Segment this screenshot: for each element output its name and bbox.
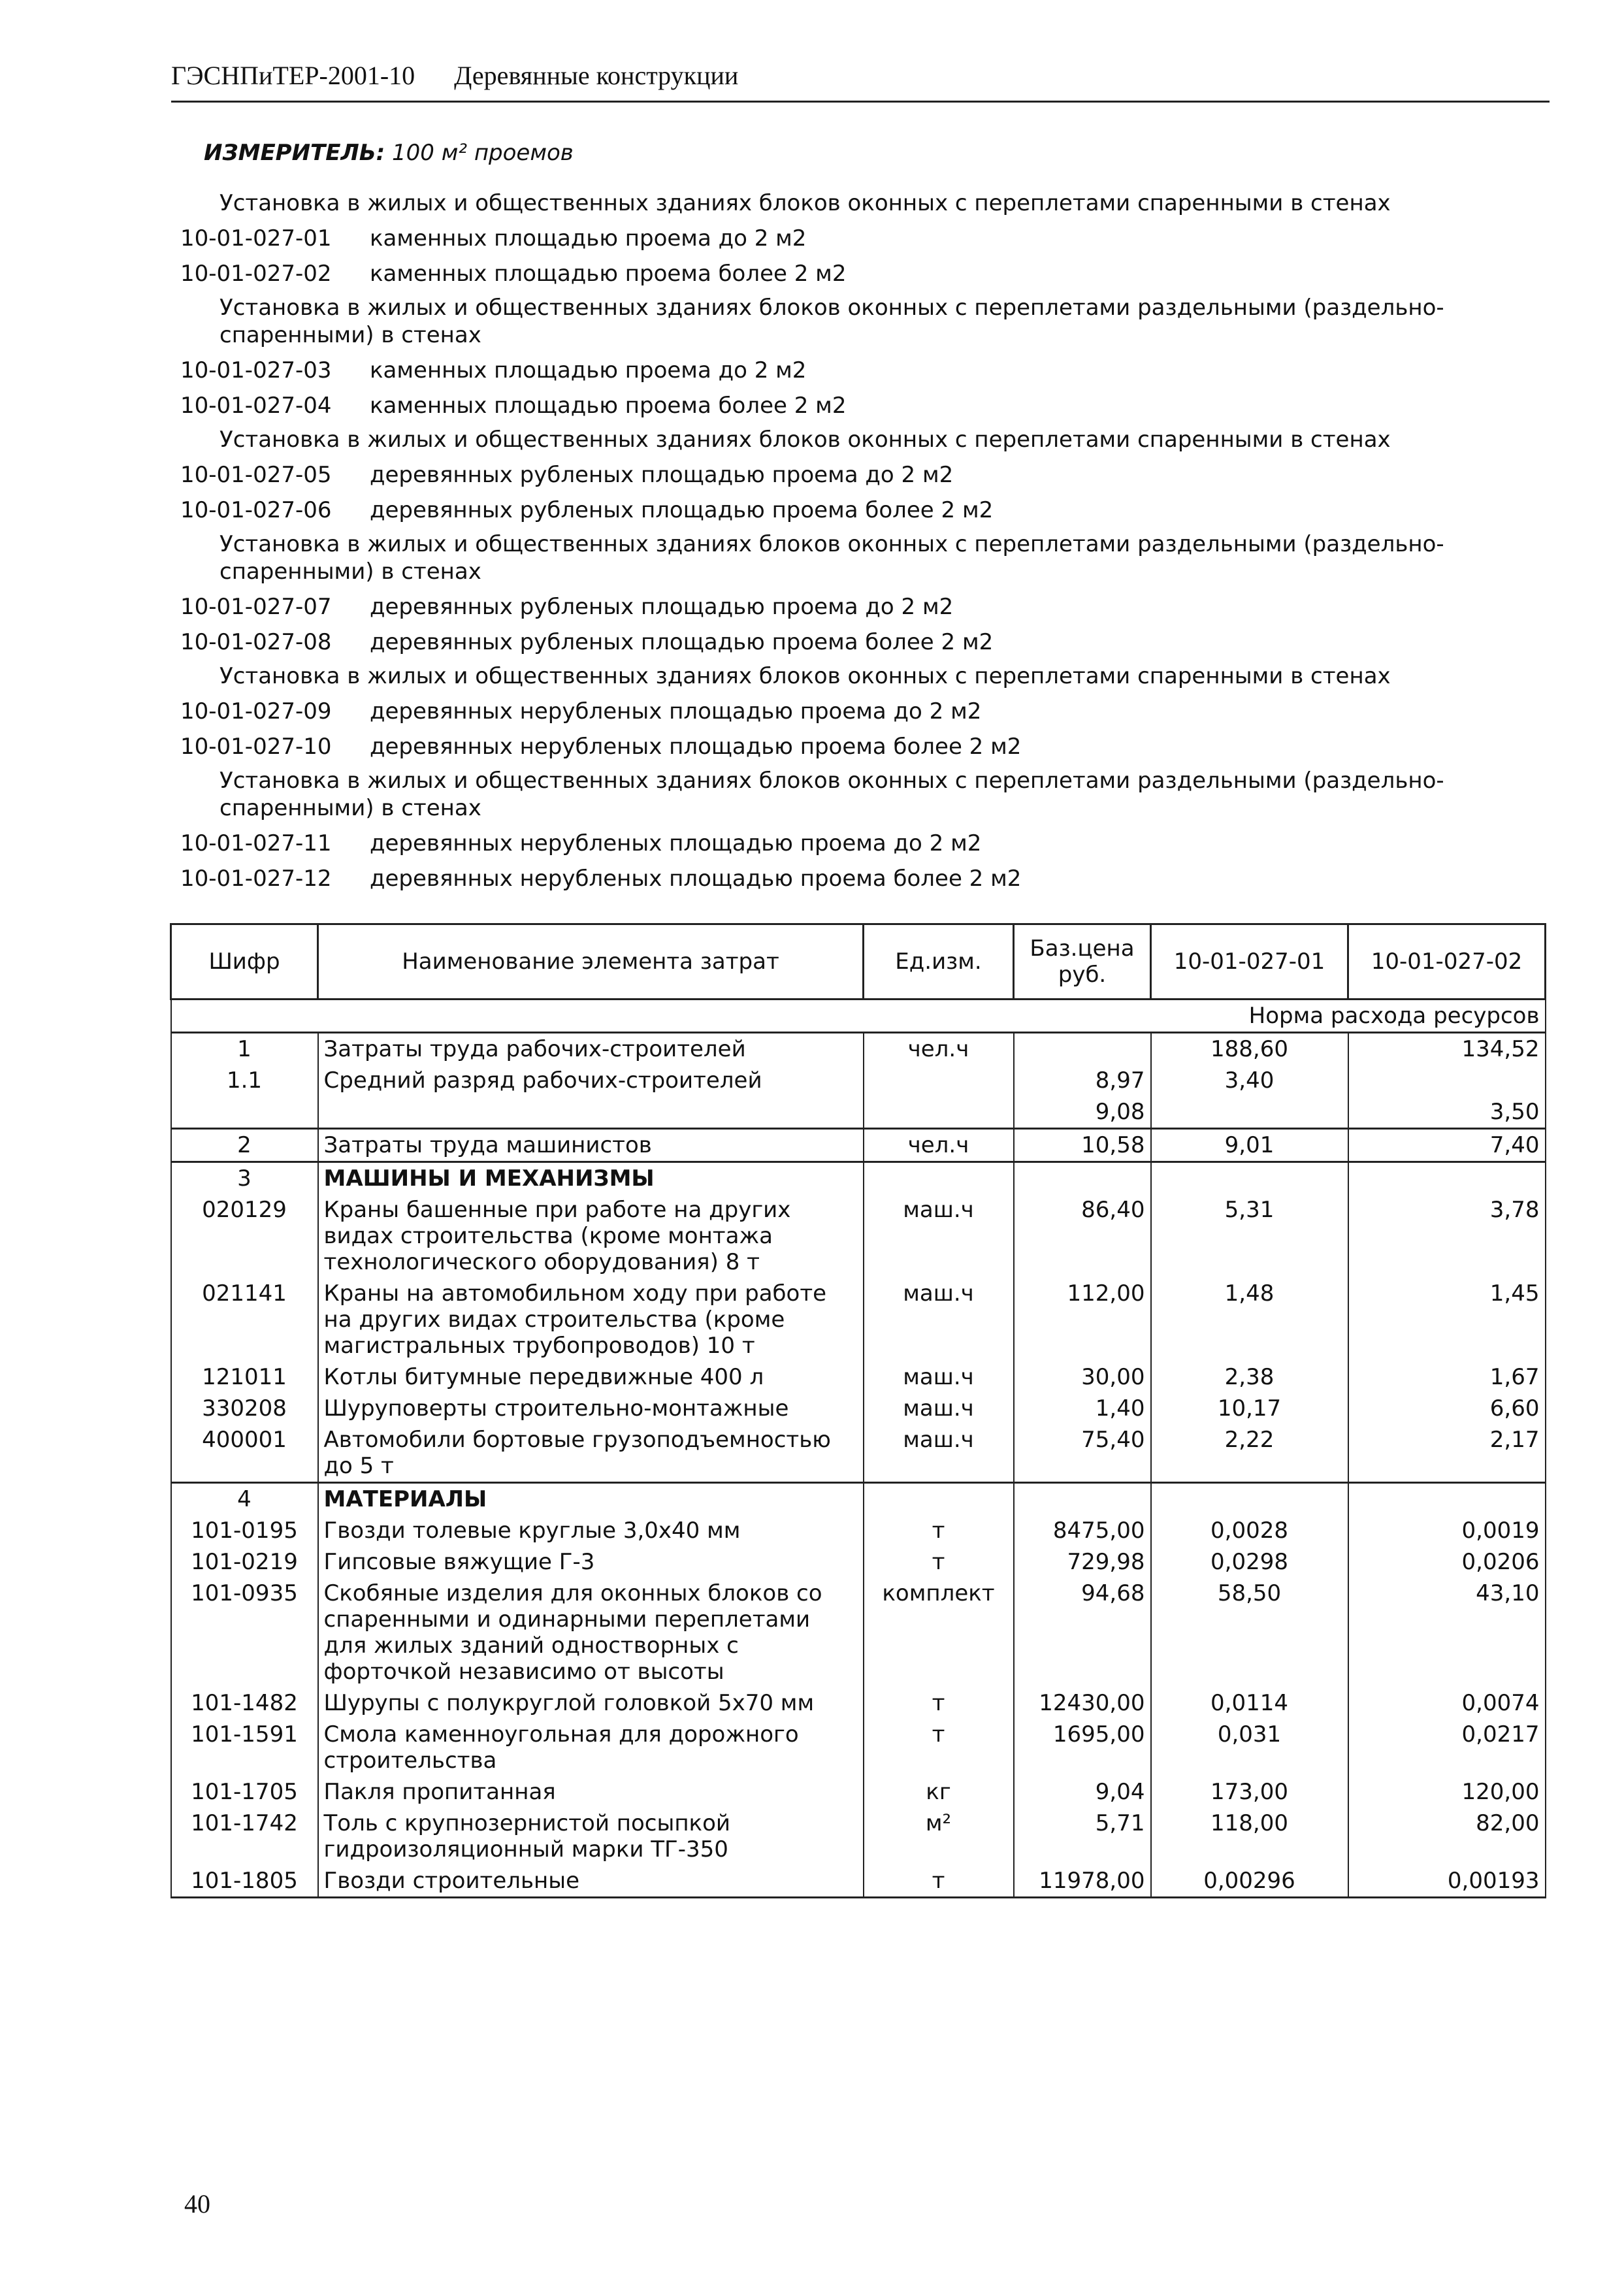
item-text: деревянных рубленых площадью проема до 2 м2 xyxy=(370,594,954,620)
cell-norm1: 0,031 xyxy=(1151,1719,1348,1776)
table-row xyxy=(171,1483,1546,1516)
cell-price xyxy=(1014,1162,1151,1195)
cell-norm1: 2,22 xyxy=(1151,1424,1348,1483)
cell-norm2: 134,52 xyxy=(1348,1033,1546,1065)
cell-cipher: 021141 xyxy=(171,1278,318,1361)
cell-name: Котлы битумные передвижные 400 л xyxy=(318,1361,864,1393)
cell-norm2: 7,40 xyxy=(1348,1129,1546,1162)
cell-norm2: 2,17 xyxy=(1348,1424,1546,1483)
cell-name: Шурупы с полукруглой головкой 5х70 мм xyxy=(318,1687,864,1719)
table-row xyxy=(171,1578,1546,1687)
cell-unit: комплект xyxy=(864,1578,1014,1687)
item-text: деревянных рубленых площадью проема более 2 м2 xyxy=(370,629,994,655)
header-col2: 10-01-027-02 xyxy=(1348,924,1546,1000)
item-code: 10-01-027-04 xyxy=(180,393,332,419)
cell-norm2: 3,50 xyxy=(1348,1096,1546,1129)
cell-norm2: 3,78 xyxy=(1348,1194,1546,1278)
cell-norm2: 0,00193 xyxy=(1348,1865,1546,1898)
norm-label: Норма расхода ресурсов xyxy=(171,1000,1546,1033)
cell-norm1 xyxy=(1151,1483,1348,1516)
cell-norm2: 6,60 xyxy=(1348,1393,1546,1424)
table-row xyxy=(171,1808,1546,1865)
norm-row xyxy=(171,1000,1546,1033)
cell-price: 8,97 xyxy=(1014,1065,1151,1096)
cell-norm1: 118,00 xyxy=(1151,1808,1348,1865)
cell-name: Шуруповерты строительно-монтажные xyxy=(318,1393,864,1424)
description-item xyxy=(180,461,1559,489)
cell-norm2 xyxy=(1348,1065,1546,1096)
cell-cipher: 400001 xyxy=(171,1424,318,1483)
table-row xyxy=(171,1687,1546,1719)
item-text: каменных площадью проема до 2 м2 xyxy=(370,357,807,383)
cell-unit xyxy=(864,1065,1014,1096)
description-item xyxy=(180,830,1559,857)
item-text: каменных площадью проема до 2 м2 xyxy=(370,225,807,252)
description-item xyxy=(180,628,1559,656)
cell-cipher: 3 xyxy=(171,1162,318,1195)
item-code: 10-01-027-09 xyxy=(180,698,332,724)
cell-norm1: 10,17 xyxy=(1151,1393,1348,1424)
description-group: Установка в жилых и общественных зданиях блоков оконных с переплетами спаренными в стенах xyxy=(219,663,1391,689)
description-item xyxy=(180,496,1559,524)
cell-unit: чел.ч xyxy=(864,1033,1014,1065)
cell-norm1: 9,01 xyxy=(1151,1129,1348,1162)
cell-cipher: 101-1705 xyxy=(171,1776,318,1808)
description-item xyxy=(180,225,1559,252)
cell-norm2 xyxy=(1348,1483,1546,1516)
cell-norm2: 0,0074 xyxy=(1348,1687,1546,1719)
cell-name: Краны башенные при работе на других видах строительства (кроме монтажа технологического оборудования) 8 т xyxy=(318,1194,864,1278)
page-number: 40 xyxy=(184,2189,210,2219)
cell-unit: кг xyxy=(864,1776,1014,1808)
cell-cipher: 101-1591 xyxy=(171,1719,318,1776)
cell-norm1: 0,00296 xyxy=(1151,1865,1348,1898)
table-row xyxy=(171,1194,1546,1278)
table-row xyxy=(171,1129,1546,1162)
cell-cipher xyxy=(171,1096,318,1129)
header-cipher: Шифр xyxy=(171,924,318,1000)
cell-unit xyxy=(864,1483,1014,1516)
cell-cipher: 4 xyxy=(171,1483,318,1516)
cell-name: Гипсовые вяжущие Г-3 xyxy=(318,1546,864,1578)
cell-norm1: 58,50 xyxy=(1151,1578,1348,1687)
cell-norm1: 5,31 xyxy=(1151,1194,1348,1278)
description-item xyxy=(180,698,1559,725)
item-code: 10-01-027-05 xyxy=(180,462,332,488)
table-row xyxy=(171,1865,1546,1898)
cell-norm2: 43,10 xyxy=(1348,1578,1546,1687)
cell-unit: т xyxy=(864,1687,1014,1719)
page-header xyxy=(171,60,1550,103)
doc-title: Деревянные конструкции xyxy=(454,61,739,90)
cell-price: 1,40 xyxy=(1014,1393,1151,1424)
cell-price: 30,00 xyxy=(1014,1361,1151,1393)
item-code: 10-01-027-02 xyxy=(180,261,332,287)
table-row xyxy=(171,1033,1546,1065)
table-row xyxy=(171,1361,1546,1393)
cell-price: 729,98 xyxy=(1014,1546,1151,1578)
cell-unit: маш.ч xyxy=(864,1424,1014,1483)
cell-norm1: 3,40 xyxy=(1151,1065,1348,1096)
cell-name xyxy=(318,1096,864,1129)
cell-name: Краны на автомобильном ходу при работе на других видах строительства (кроме магистральных трубопроводов) 10 т xyxy=(318,1278,864,1361)
cell-norm1: 2,38 xyxy=(1151,1361,1348,1393)
cell-price: 8475,00 xyxy=(1014,1515,1151,1546)
cell-unit: т xyxy=(864,1719,1014,1776)
cell-cipher: 1 xyxy=(171,1033,318,1065)
item-text: деревянных рубленых площадью проема более 2 м2 xyxy=(370,497,994,523)
cell-price xyxy=(1014,1033,1151,1065)
header-unit: Ед.изм. xyxy=(864,924,1014,1000)
item-text: деревянных нерубленых площадью проема более 2 м2 xyxy=(370,866,1022,892)
item-text: деревянных нерубленых площадью проема до 2 м2 xyxy=(370,830,982,856)
table-row xyxy=(171,1393,1546,1424)
cell-norm2: 0,0206 xyxy=(1348,1546,1546,1578)
cell-cipher: 121011 xyxy=(171,1361,318,1393)
cell-name: Скобяные изделия для оконных блоков со спаренными и одинарными переплетами для жилых зданий одностворных с форточкой независимо от высоты xyxy=(318,1578,864,1687)
item-code: 10-01-027-03 xyxy=(180,357,332,383)
description-group: Установка в жилых и общественных зданиях блоков оконных с переплетами раздельными (раздельно-спаренными) в стенах xyxy=(219,295,1444,348)
cell-price: 5,71 xyxy=(1014,1808,1151,1865)
cell-unit xyxy=(864,1162,1014,1195)
table-row xyxy=(171,1776,1546,1808)
cell-norm1: 0,0298 xyxy=(1151,1546,1348,1578)
cell-name: Автомобили бортовые грузоподъемностью до 5 т xyxy=(318,1424,864,1483)
item-code: 10-01-027-06 xyxy=(180,497,332,523)
cell-norm2: 82,00 xyxy=(1348,1808,1546,1865)
description-group: Установка в жилых и общественных зданиях блоков оконных с переплетами раздельными (раздельно-спаренными) в стенах xyxy=(219,531,1444,585)
item-text: деревянных рубленых площадью проема до 2 м2 xyxy=(370,462,954,488)
item-code: 10-01-027-12 xyxy=(180,866,332,892)
cell-name: Гвозди толевые круглые 3,0х40 мм xyxy=(318,1515,864,1546)
description-group: Установка в жилых и общественных зданиях блоков оконных с переплетами раздельными (раздельно-спаренными) в стенах xyxy=(219,768,1444,821)
table-row xyxy=(171,1162,1546,1195)
item-text: каменных площадью проема более 2 м2 xyxy=(370,393,847,419)
item-code: 10-01-027-07 xyxy=(180,594,332,620)
cell-name: МАТЕРИАЛЫ xyxy=(318,1483,864,1516)
description-item xyxy=(180,392,1559,419)
cell-unit: маш.ч xyxy=(864,1361,1014,1393)
cell-price: 11978,00 xyxy=(1014,1865,1151,1898)
description-item xyxy=(180,260,1559,287)
cell-price: 9,08 xyxy=(1014,1096,1151,1129)
measure-line xyxy=(204,140,574,166)
work-descriptions xyxy=(180,183,1559,892)
cell-cipher: 2 xyxy=(171,1129,318,1162)
table-header-row xyxy=(171,924,1546,1000)
cell-unit: маш.ч xyxy=(864,1194,1014,1278)
cell-price: 12430,00 xyxy=(1014,1687,1151,1719)
cell-unit: т xyxy=(864,1865,1014,1898)
cell-name: Толь с крупнозернистой посыпкой гидроизоляционный марки ТГ-350 xyxy=(318,1808,864,1865)
table-row xyxy=(171,1515,1546,1546)
cell-name: Затраты труда машинистов xyxy=(318,1129,864,1162)
cell-norm2: 0,0019 xyxy=(1348,1515,1546,1546)
table-row xyxy=(171,1096,1546,1129)
doc-code: ГЭСНПиТЕР-2001-10 xyxy=(171,61,415,90)
table-row xyxy=(171,1424,1546,1483)
cell-name: Средний разряд рабочих-строителей xyxy=(318,1065,864,1096)
table-row xyxy=(171,1278,1546,1361)
cell-unit: т xyxy=(864,1515,1014,1546)
cell-norm1 xyxy=(1151,1096,1348,1129)
cell-norm2: 1,45 xyxy=(1348,1278,1546,1361)
cell-norm2 xyxy=(1348,1162,1546,1195)
cell-cipher: 101-0935 xyxy=(171,1578,318,1687)
item-text: деревянных нерубленых площадью проема до 2 м2 xyxy=(370,698,982,724)
table-row xyxy=(171,1065,1546,1096)
cell-name: Гвозди строительные xyxy=(318,1865,864,1898)
cell-unit: т xyxy=(864,1546,1014,1578)
item-text: каменных площадью проема более 2 м2 xyxy=(370,261,847,287)
cell-unit xyxy=(864,1096,1014,1129)
measure-value: 100 м² проемов xyxy=(392,140,574,166)
cell-price: 112,00 xyxy=(1014,1278,1151,1361)
cell-name: МАШИНЫ И МЕХАНИЗМЫ xyxy=(318,1162,864,1195)
cell-unit: маш.ч xyxy=(864,1393,1014,1424)
cell-cipher: 101-1482 xyxy=(171,1687,318,1719)
cell-unit: чел.ч xyxy=(864,1129,1014,1162)
measure-label: ИЗМЕРИТЕЛЬ: xyxy=(204,140,385,166)
cell-cipher: 1.1 xyxy=(171,1065,318,1096)
cell-norm1: 1,48 xyxy=(1151,1278,1348,1361)
description-group: Установка в жилых и общественных зданиях блоков оконных с переплетами спаренными в стенах xyxy=(219,190,1391,216)
item-code: 10-01-027-11 xyxy=(180,830,332,856)
cell-cipher: 101-1742 xyxy=(171,1808,318,1865)
cell-price xyxy=(1014,1483,1151,1516)
item-text: деревянных нерубленых площадью проема более 2 м2 xyxy=(370,734,1022,760)
cell-price: 1695,00 xyxy=(1014,1719,1151,1776)
cell-norm1: 173,00 xyxy=(1151,1776,1348,1808)
cell-name: Пакля пропитанная xyxy=(318,1776,864,1808)
cell-norm2: 1,67 xyxy=(1348,1361,1546,1393)
cell-norm2: 120,00 xyxy=(1348,1776,1546,1808)
cell-price: 86,40 xyxy=(1014,1194,1151,1278)
cell-cipher: 101-0195 xyxy=(171,1515,318,1546)
cell-unit: м² xyxy=(864,1808,1014,1865)
cell-price: 10,58 xyxy=(1014,1129,1151,1162)
cell-norm1: 0,0028 xyxy=(1151,1515,1348,1546)
item-code: 10-01-027-08 xyxy=(180,629,332,655)
description-item xyxy=(180,593,1559,621)
header-name: Наименование элемента затрат xyxy=(318,924,864,1000)
header-price: Баз.цена руб. xyxy=(1014,924,1151,1000)
resource-table xyxy=(170,923,1546,1898)
description-item xyxy=(180,357,1559,384)
table-row xyxy=(171,1719,1546,1776)
cell-cipher: 020129 xyxy=(171,1194,318,1278)
item-code: 10-01-027-01 xyxy=(180,225,332,252)
item-code: 10-01-027-10 xyxy=(180,734,332,760)
description-item xyxy=(180,733,1559,760)
description-group: Установка в жилых и общественных зданиях блоков оконных с переплетами спаренными в стенах xyxy=(219,427,1391,453)
cell-price: 75,40 xyxy=(1014,1424,1151,1483)
cell-price: 94,68 xyxy=(1014,1578,1151,1687)
cell-name: Затраты труда рабочих-строителей xyxy=(318,1033,864,1065)
description-item xyxy=(180,865,1559,892)
cell-cipher: 101-0219 xyxy=(171,1546,318,1578)
header-col1: 10-01-027-01 xyxy=(1151,924,1348,1000)
cell-cipher: 330208 xyxy=(171,1393,318,1424)
cell-norm1: 188,60 xyxy=(1151,1033,1348,1065)
cell-name: Смола каменноугольная для дорожного строительства xyxy=(318,1719,864,1776)
cell-unit: маш.ч xyxy=(864,1278,1014,1361)
cell-cipher: 101-1805 xyxy=(171,1865,318,1898)
cell-norm1 xyxy=(1151,1162,1348,1195)
cell-price: 9,04 xyxy=(1014,1776,1151,1808)
cell-norm1: 0,0114 xyxy=(1151,1687,1348,1719)
table-row xyxy=(171,1546,1546,1578)
cell-norm2: 0,0217 xyxy=(1348,1719,1546,1776)
